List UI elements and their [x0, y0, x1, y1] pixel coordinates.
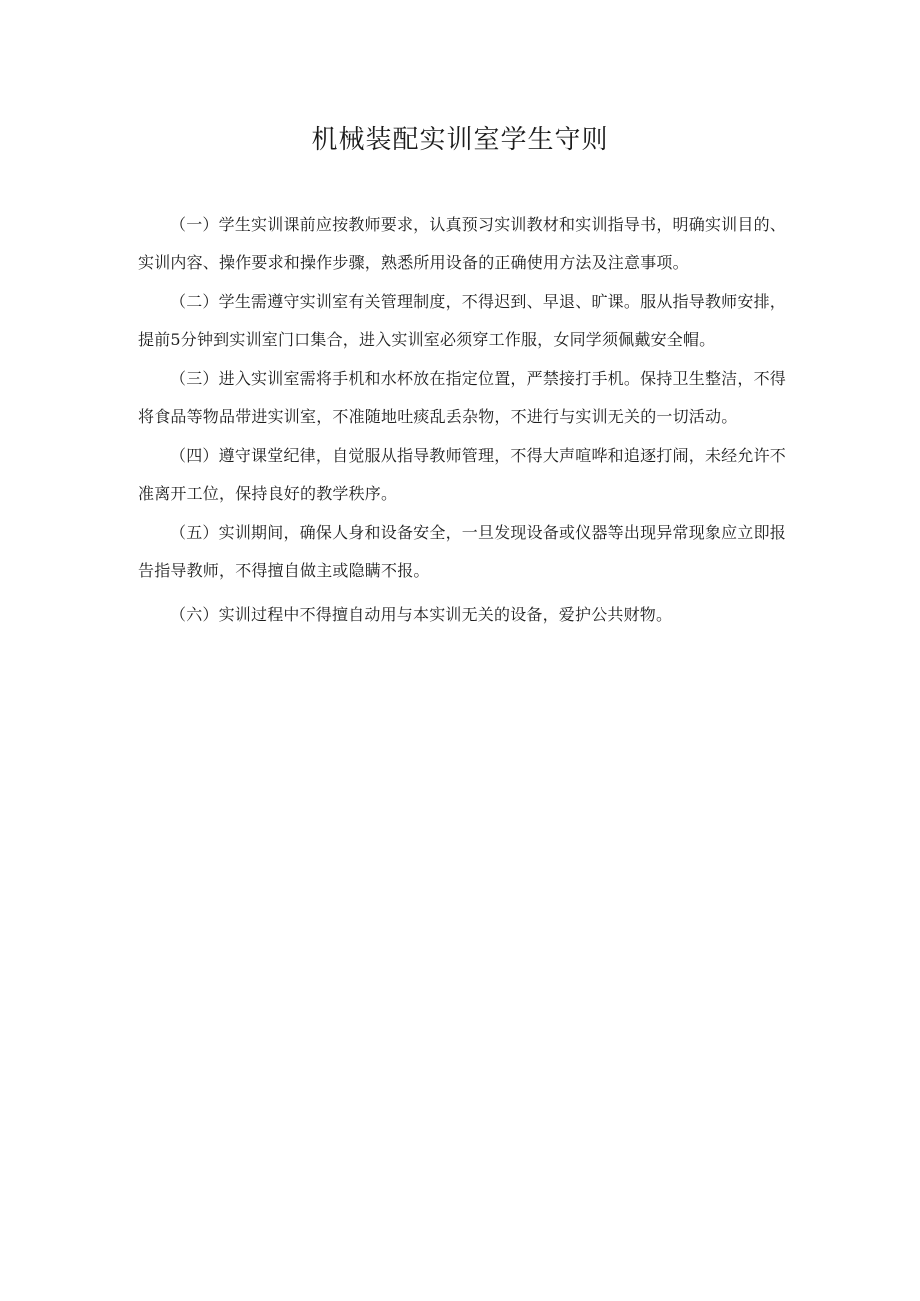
rule-item-2: （二）学生需遵守实训室有关管理制度，不得迟到、早退、旷课。服从指导教师安排，提前5分钟到实训室门口集合，进入实训室必须穿工作服，女同学须佩戴安全帽。: [138, 292, 786, 349]
document-title: 机械装配实训室学生守则: [311, 125, 609, 155]
rule-item-6: （六）实训过程中不得擅自动用与本实训无关的设备，爱护公共财物。: [170, 605, 673, 624]
rules-list: [138, 206, 786, 634]
rule-item-5: （五）实训期间，确保人身和设备安全，一旦发现设备或仪器等出现异常现象应立即报告指导教师，不得擅自做主或隐瞒不报。: [138, 523, 786, 580]
rule-item-3: （三）进入实训室需将手机和水杯放在指定位置，严禁接打手机。保持卫生整洁，不得将食品等物品带进实训室，不准随地吐痰乱丢杂物，不进行与实训无关的一切活动。: [138, 369, 786, 426]
rule-item-1: （一）学生实训课前应按教师要求，认真预习实训教材和实训指导书，明确实训目的、实训内容、操作要求和操作步骤，熟悉所用设备的正确使用方法及注意事项。: [138, 215, 786, 272]
rule-item-4: （四）遵守课堂纪律，自觉服从指导教师管理，不得大声喧哗和追逐打闹，未经允许不准离开工位，保持良好的教学秩序。: [138, 446, 786, 503]
